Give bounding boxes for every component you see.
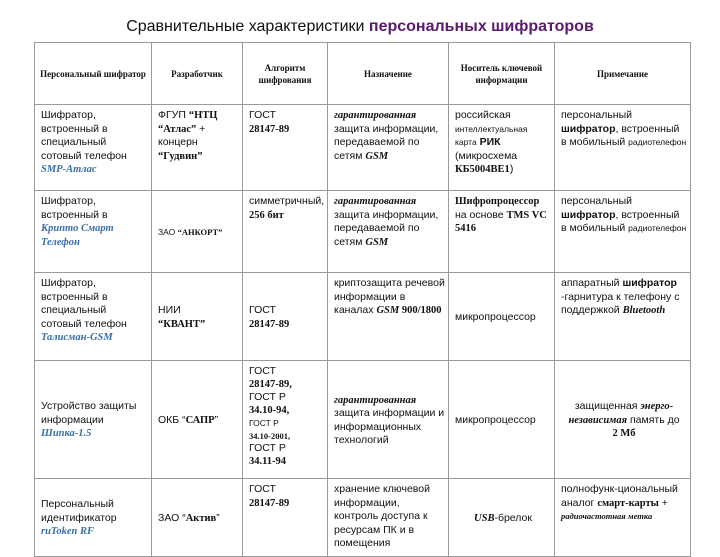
cell-name: Шифратор, встроенный в специальный сотовый телефон SMP-Атлас [35,105,152,191]
header-row [35,43,691,105]
table-row [35,191,691,273]
cell-name: Шифратор, встроенный в специальный сотовый телефон Талисман-GSM [35,273,152,361]
model-name: SMP-Атлас [41,164,97,175]
cell-developer: ЗАО “Актив” [152,479,243,557]
table-row [35,361,691,479]
cell-algorithm: ГОСТ 28147-89 [243,105,328,191]
cell-note: персональный шифратор, встроенный в мобильный радиотелефон [555,105,691,191]
cell-algorithm: ГОСТ 28147-89, ГОСТ Р 34.10-94, ГОСТ Р 34.10-2001, ГОСТ Р 34.11-94 [243,361,328,479]
header-cell: Примечание [555,43,691,105]
table-row [35,273,691,361]
title-text: Сравнительные характеристики [126,18,369,35]
cell-purpose: криптозащита речевой информации в каналах GSM 900/1800 [328,273,449,361]
cell-algorithm: ГОСТ 28147-89 [243,479,328,557]
cell-purpose: хранение ключевой информации, контроль доступа к ресурсам ПК и в помещения [328,479,449,557]
cell-algorithm: симметричный, 256 бит [243,191,328,273]
header-cell: Алгоритм шифрования [243,43,328,105]
title-highlight: персональных шифраторов [368,18,594,35]
cell-carrier: российская интеллектуальная карта РИК (микросхема КБ5004ВЕ1) [449,105,555,191]
table-row [35,479,691,557]
header-cell: Назначение [328,43,449,105]
header-cell: Носитель ключевой информации [449,43,555,105]
cell-developer: ФГУП “НТЦ “Атлас” + концерн “Гудвин” [152,105,243,191]
model-name: ruToken RF [41,526,95,538]
cell-carrier: микропроцессор [449,273,555,361]
cell-purpose: гарантированная защита информации, передаваемой по сетям GSM [328,105,449,191]
cell-carrier: USB-брелок [449,479,555,557]
cell-purpose: гарантированная защита информации и информационных технологий [328,361,449,479]
model-name: Крипто Смарт Телефон [41,223,114,248]
cell-note: полнофунк-циональный аналог смарт-карты + радиочастотная метка [555,479,691,557]
model-name: Талисман-GSM [41,332,113,343]
cell-note: аппаратный шифратор -гарнитура к телефону с поддержкой Bluetooth [555,273,691,361]
cell-carrier: Шифропроцессор на основе TMS VC 5416 [449,191,555,273]
cell-note: защищенная энерго-независимая память до 2 Мб [555,361,691,479]
cell-purpose: гарантированная защита информации, передаваемой по сетям GSM [328,191,449,273]
cell-carrier: микропроцессор [449,361,555,479]
cell-note: персональный шифратор, встроенный в мобильный радиотелефон [555,191,691,273]
cell-developer: НИИ “КВАНТ” [152,273,243,361]
model-name: Шипка-1.5 [41,428,92,440]
header-cell: Персональный шифратор [35,43,152,105]
table-row [35,105,691,191]
cell-name: Шифратор, встроенный в Крипто Смарт Телефон [35,191,152,273]
page-title [0,18,720,36]
cell-name: Персональный идентификатор ruToken RF [35,479,152,557]
cell-algorithm: ГОСТ 28147-89 [243,273,328,361]
header-cell: Разработчик [152,43,243,105]
cell-developer: ОКБ “САПР” [152,361,243,479]
comparison-table [34,42,691,557]
cell-developer: ЗАО “АНКОРТ” [152,191,243,273]
cell-name: Устройство защиты информации Шипка-1.5 [35,361,152,479]
